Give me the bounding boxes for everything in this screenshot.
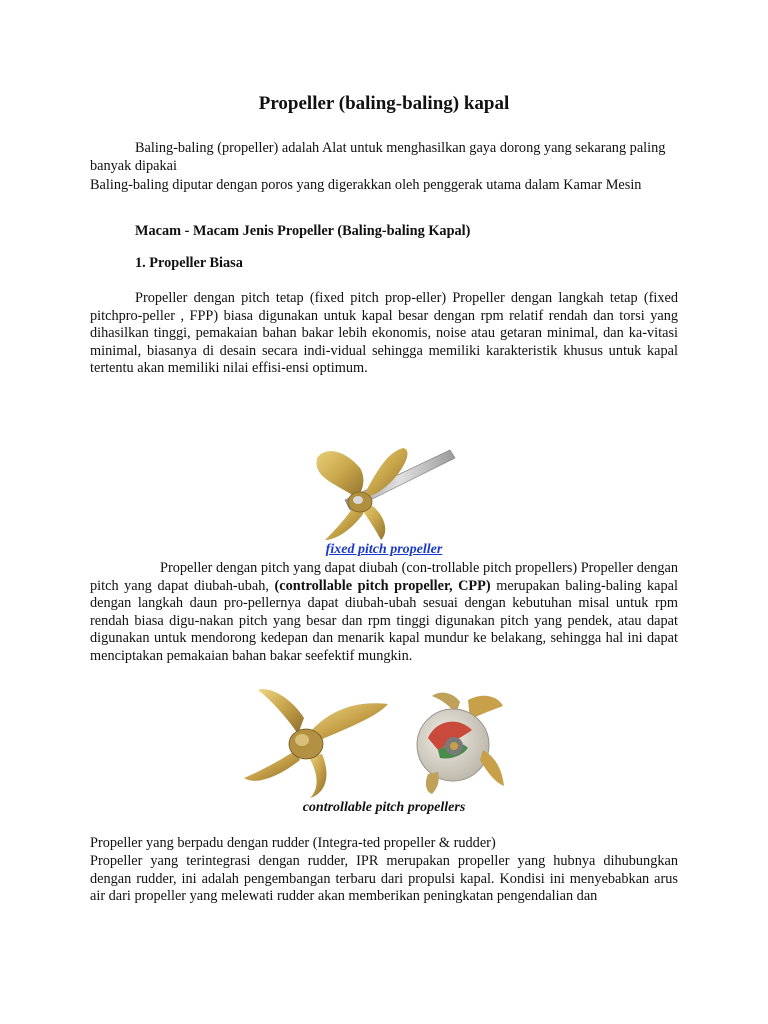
subheading-propeller-biasa: 1. Propeller Biasa [135, 255, 243, 271]
cpp-paragraph-text-1: Propeller dengan pitch yang dapat diubah (con-trollable pitch propellers) Propeller dengan pitch yang dapat diubah-ubah, [90, 560, 678, 594]
section-heading: Macam - Macam Jenis Propeller (Baling-baling Kapal) [135, 223, 471, 239]
ipr-paragraph: Propeller yang terintegrasi dengan rudder, IPR merupakan propeller yang hubnya dihubungkan dengan rudder, ini adalah pengembangan terbaru dari propulsi kapal. Kondisi ini menyebabkan arus air dari propeller yang melewati rudder akan memberikan peningkatan pengendalian dan [90, 853, 678, 905]
fpp-paragraph: Propeller dengan pitch tetap (fixed pitch prop-eller) Propeller dengan langkah tetap (fixed pitchpro-peller , FPP) biasa digunakan untuk kapal besar dengan rpm relatif rendah dan torsi yang dihasilkan tinggi, pemakaian bahan bakar lebih ekonomis, noise atau getaran minimal, dan ka-vitasi minimal, biasanya di desain secara indi-vidual sehingga memiliki karakteristik khusus untuk kapal tertentu akan memiliki nilai effisi-ensi optimum. [90, 290, 678, 377]
cpp-cutaway-image [398, 690, 508, 795]
intro-line-1: Baling-baling (propeller) adalah Alat untuk menghasilkan gaya dorong yang sekarang paling banyak dipakai [90, 140, 666, 174]
ipr-heading-line: Propeller yang berpadu dengan rudder (Integra-ted propeller & rudder) [90, 835, 496, 851]
fpp-caption-link[interactable]: fixed pitch propeller [325, 542, 443, 557]
cpp-paragraph [90, 560, 678, 666]
controllable-pitch-propeller-image [238, 682, 398, 800]
intro-line-2: Baling-baling diputar dengan poros yang digerakkan oleh penggerak utama dalam Kamar Mesin [90, 177, 642, 193]
page-title: Propeller (baling-baling) kapal [258, 93, 510, 114]
cpp-paragraph-text-2: merupakan baling-baling kapal dengan langkah daun pro-pellernya dapat diubah-ubah sesuai dengan kebutuhan misal untuk rpm rendah biasa digu-nakan pitch yang besar dan rpm tinggi digunakan pitch yang pendek, atau dapat digunakan untuk mendorong kedepan dan menarik kapal mundur ke belakang, sehingga hal ini dapat menciptakan pemakaian bahan bakar seefektif mungkin. [90, 577, 678, 664]
cpp-caption: controllable pitch propellers [302, 800, 466, 815]
fixed-pitch-propeller-image [305, 428, 460, 543]
cpp-paragraph-bold: (controllable pitch propeller, CPP) [274, 577, 491, 594]
